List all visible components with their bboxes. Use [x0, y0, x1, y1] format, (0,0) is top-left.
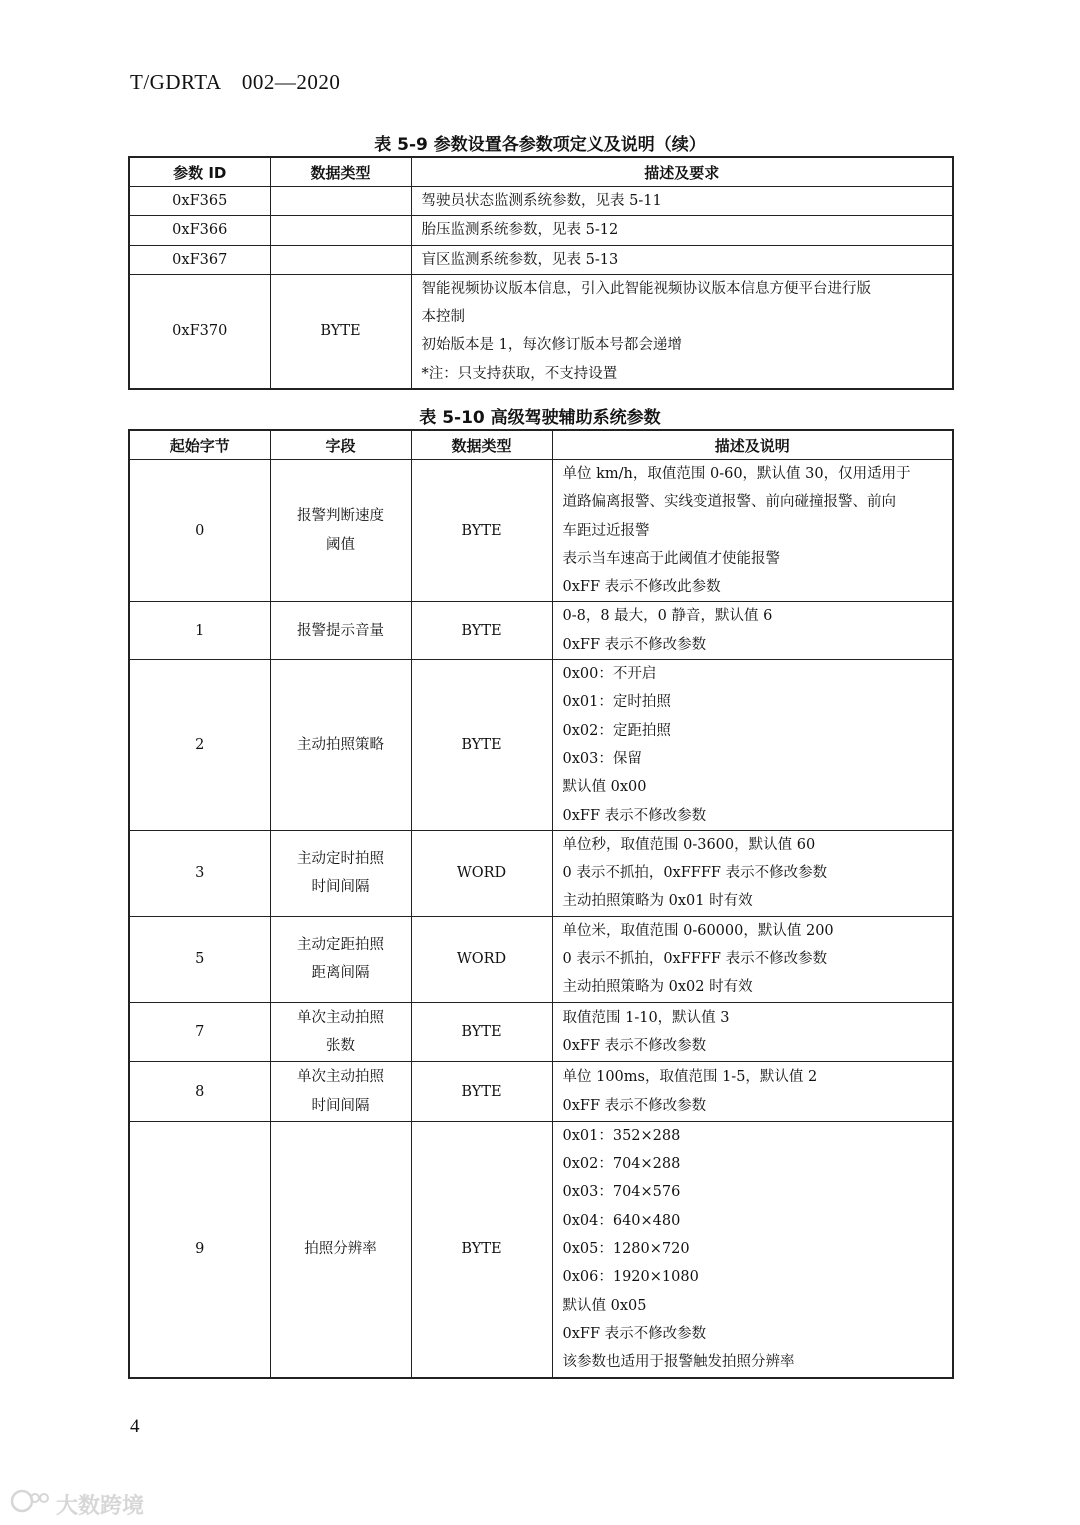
start-byte: 8 — [129, 1062, 270, 1122]
data-type: BYTE — [411, 1121, 552, 1377]
start-byte: 0 — [129, 460, 270, 602]
description: 0x00：不开启 0x01：定时拍照 0x02：定距拍照 0x03：保留 默认值 0x00 0xFF 表示不修改参数 — [552, 660, 953, 831]
field: 主动定距拍照 距离间隔 — [270, 916, 411, 1002]
description: 单位米，取值范围 0-60000，默认值 200 0 表示不抓拍，0xFFFF 表示不修改参数 主动拍照策略为 0x02 时有效 — [552, 916, 953, 1002]
description: 盲区监测系统参数，见表 5-13 — [411, 245, 953, 274]
description: 胎压监测系统参数，见表 5-12 — [411, 216, 953, 245]
table-row — [129, 602, 953, 660]
field: 报警提示音量 — [270, 602, 411, 660]
table-row — [129, 660, 953, 831]
field: 单次主动拍照 时间间隔 — [270, 1062, 411, 1122]
table-header-row — [129, 430, 953, 460]
header-field: 字段 — [270, 430, 411, 460]
table-row — [129, 274, 953, 389]
data-type — [270, 216, 411, 245]
table-row — [129, 1002, 953, 1062]
description: 智能视频协议版本信息，引入此智能视频协议版本信息方便平台进行版 本控制 初始版本是 1，每次修订版本号都会递增 *注：只支持获取，不支持设置 — [411, 274, 953, 389]
data-type: WORD — [411, 830, 552, 916]
watermark — [10, 1488, 144, 1520]
page-number: 4 — [130, 1416, 140, 1437]
data-type: WORD — [411, 916, 552, 1002]
description: 驾驶员状态监测系统参数，见表 5-11 — [411, 187, 953, 216]
description: 0x01：352×288 0x02：704×288 0x03：704×576 0x04：640×480 0x05：1280×720 0x06：1920×1080 默认值 0x05 0xFF 表示不修改参数 该参数也适用于报警触发拍照分辨率 — [552, 1121, 953, 1377]
field: 主动定时拍照 时间间隔 — [270, 830, 411, 916]
document-code: T/GDRTA 002—2020 — [130, 70, 341, 94]
table-row — [129, 1062, 953, 1122]
data-type — [270, 245, 411, 274]
field: 报警判断速度 阈值 — [270, 460, 411, 602]
header-description: 描述及说明 — [552, 430, 953, 460]
watermark-logo-icon — [10, 1488, 50, 1520]
watermark-text: 大数跨境 — [56, 1493, 145, 1519]
adas-parameter-table — [128, 429, 954, 1379]
data-type — [270, 187, 411, 216]
data-type: BYTE — [411, 1002, 552, 1062]
description: 单位 km/h，取值范围 0-60，默认值 30，仅用适用于 道路偏离报警、实线变道报警、前向碰撞报警、前向 车距过近报警 表示当车速高于此阈值才使能报警 0xFF 表示不修改此参数 — [552, 460, 953, 602]
table-row — [129, 1121, 953, 1377]
data-type: BYTE — [411, 1062, 552, 1122]
table1-caption: 表 5-9 参数设置各参数项定义及说明（续） — [374, 135, 706, 155]
description: 0-8，8 最大，0 静音，默认值 6 0xFF 表示不修改参数 — [552, 602, 953, 660]
start-byte: 2 — [129, 660, 270, 831]
start-byte: 5 — [129, 916, 270, 1002]
table-row — [129, 830, 953, 916]
param-id: 0xF366 — [129, 216, 270, 245]
data-type: BYTE — [411, 660, 552, 831]
param-id: 0xF365 — [129, 187, 270, 216]
data-type: BYTE — [411, 460, 552, 602]
start-byte: 9 — [129, 1121, 270, 1377]
parameter-id-table — [128, 156, 954, 390]
header-param-id: 参数 ID — [129, 157, 270, 187]
description: 单位秒，取值范围 0-3600，默认值 60 0 表示不抓拍，0xFFFF 表示不修改参数 主动拍照策略为 0x01 时有效 — [552, 830, 953, 916]
param-id: 0xF367 — [129, 245, 270, 274]
header-data-type: 数据类型 — [411, 430, 552, 460]
field: 主动拍照策略 — [270, 660, 411, 831]
table2-caption: 表 5-10 高级驾驶辅助系统参数 — [419, 408, 661, 428]
table-row — [129, 460, 953, 602]
table-row — [129, 187, 953, 216]
header-description: 描述及要求 — [411, 157, 953, 187]
description: 取值范围 1-10，默认值 3 0xFF 表示不修改参数 — [552, 1002, 953, 1062]
field: 单次主动拍照 张数 — [270, 1002, 411, 1062]
param-id: 0xF370 — [129, 274, 270, 389]
description: 单位 100ms，取值范围 1-5，默认值 2 0xFF 表示不修改参数 — [552, 1062, 953, 1122]
data-type: BYTE — [411, 602, 552, 660]
start-byte: 3 — [129, 830, 270, 916]
data-type: BYTE — [270, 274, 411, 389]
header-data-type: 数据类型 — [270, 157, 411, 187]
field: 拍照分辨率 — [270, 1121, 411, 1377]
table-row — [129, 216, 953, 245]
start-byte: 7 — [129, 1002, 270, 1062]
table-header-row — [129, 157, 953, 187]
table-row — [129, 916, 953, 1002]
header-start-byte: 起始字节 — [129, 430, 270, 460]
start-byte: 1 — [129, 602, 270, 660]
table-row — [129, 245, 953, 274]
